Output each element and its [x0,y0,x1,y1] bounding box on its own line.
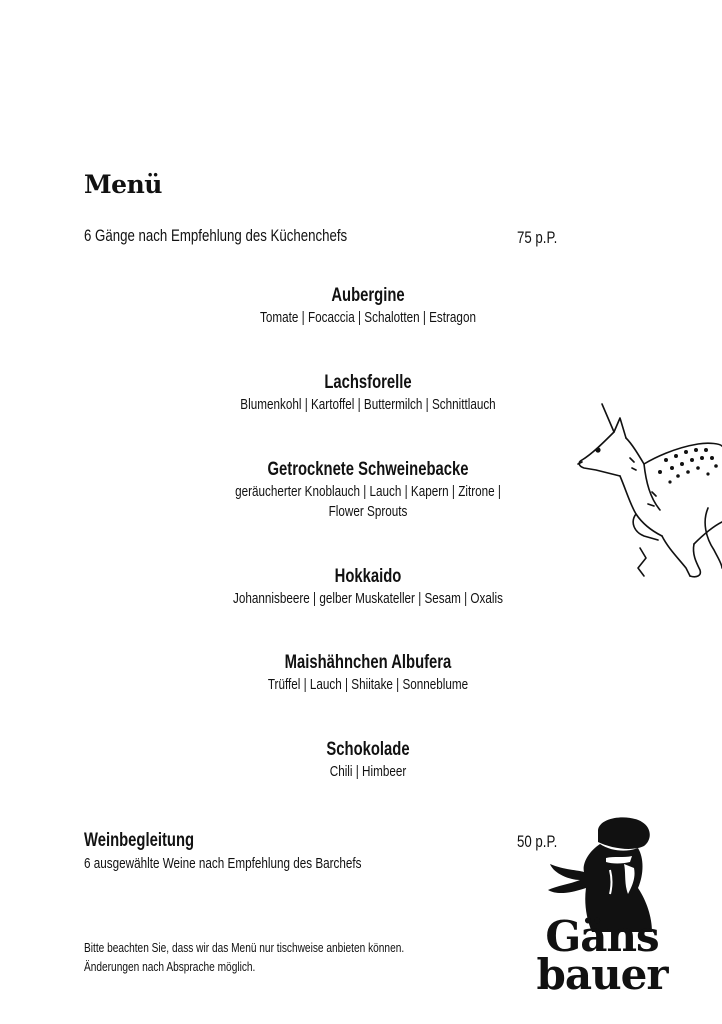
course-description: Flower Sprouts [328,503,408,520]
notice-line [84,959,304,974]
course-name: Lachsforelle [324,372,412,393]
brand-logo-line: bauer [536,950,668,999]
wine-pairing-title [84,830,225,852]
course-item [168,371,568,415]
notice-line-text: Bitte beachten Sie, dass wir das Menü nur tischweise anbieten können. [84,940,405,955]
menu-price [517,228,569,248]
course-description: Blumenkohl | Kartoffel | Buttermilch | Schnittlauch [240,396,496,413]
notice-line [84,940,494,955]
course-description: Trüffel | Lauch | Shiitake | Sonneblume [267,676,469,693]
wine-pairing-price-text: 50 p.P. [517,832,558,851]
course-description: Tomate | Focaccia | Schalotten | Estragon [260,309,476,326]
course-name: Aubergine [331,285,405,306]
course-item [168,651,568,695]
course-description: Johannisbeere | gelber Muskateller | Sesam | Oxalis [233,590,503,607]
wine-pairing-description [84,855,440,872]
course-name: Schokolade [326,739,410,760]
brand-logo-line: Gäns [545,912,659,961]
course-name: Getrocknete Schweinebacke [267,459,469,480]
course-description: geräucherter Knoblauch | Lauch | Kapern | Zitrone | [235,483,501,500]
wine-pairing-title-text: Weinbegleitung [84,830,195,851]
wine-pairing-description-text: 6 ausgewählte Weine nach Empfehlung des Barchefs [84,855,362,872]
course-name: Maishähnchen Albufera [284,652,452,673]
course-item [168,284,568,328]
notice-line-text: Änderungen nach Absprache möglich. [84,959,256,974]
menu-price-text: 75 p.P. [517,228,558,247]
deer-illustration-icon [574,398,722,582]
menu-intro [84,226,421,246]
course-description: Chili | Himbeer [329,763,407,780]
menu-title: Menü [84,170,162,199]
brand-logo-wordmark [532,912,672,999]
course-item [168,565,568,609]
menu-intro-text: 6 Gänge nach Empfehlung des Küchenchefs [84,226,348,245]
course-item [168,458,568,522]
course-item [168,738,568,782]
course-name: Hokkaido [334,566,402,587]
